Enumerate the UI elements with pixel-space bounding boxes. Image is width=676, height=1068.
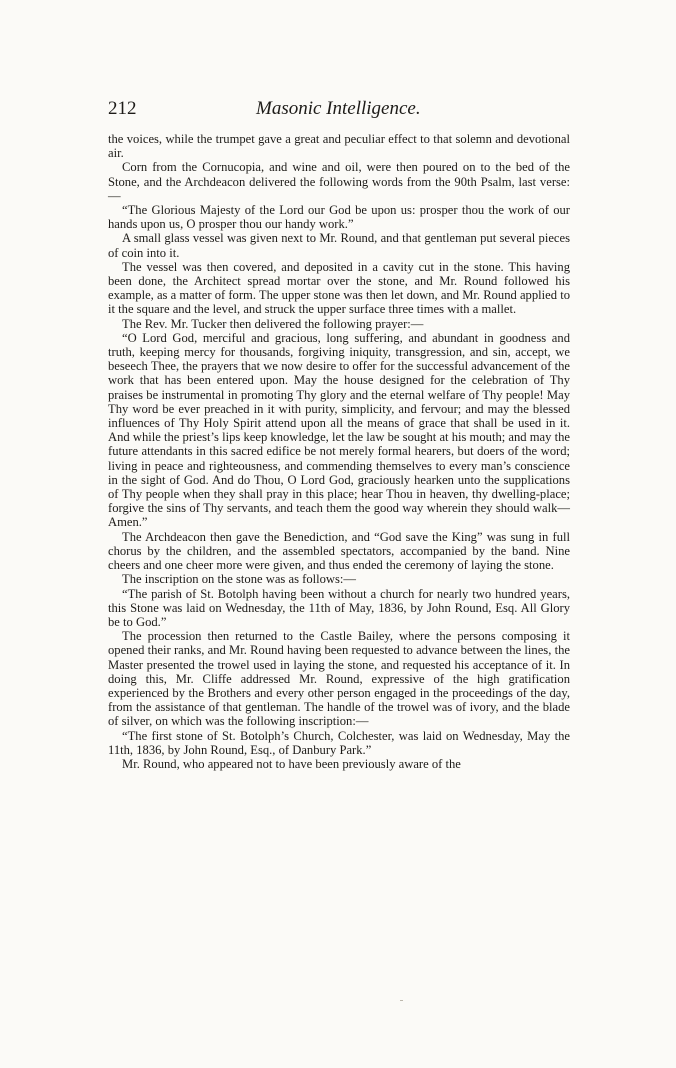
paragraph: “The Glorious Majesty of the Lord our God be upon us: prosper thou the work of our hands upon us, O prosper thou our handy work.” [108,203,570,232]
paragraph: “O Lord God, merciful and gracious, long suffering, and abundant in goodness and truth, keeping mercy for thousands, forgiving iniquity, transgression, and sin, accept, we beseech Thee, the prayers that we now desire to offer for the successful advancement of the work that has been entered upon. May the house designed for the celebration of Thy praises be instrumental in promoting Thy glory and the eternal welfare of Thy people! May Thy word be ever preached in it with purity, simplicity, and fervour; and may the blessed influences of Thy Holy Spirit attend upon all the means of grace that shall be used in it. And while the priest’s lips keep knowledge, let the law be sought at his mouth; and may the future attendants in this sacred edifice be not merely formal hearers, but doers of the word; living in peace and righteousness, and commending themselves to every man’s conscience in the sight of God. And do Thou, O Lord God, graciously hearken unto the supplications of Thy people when they shall pray in this place; hear Thou in heaven, thy dwelling-place; forgive the sins of Thy servants, and teach them the good way wherein they should walk—Amen.” [108,330,570,530]
paragraph: “The first stone of St. Botolph’s Church, Colchester, was laid on Wednesday, May the 11th, 1836, by John Round, Esq., of Danbury Park.” [108,728,570,757]
body-text [108,132,570,771]
paragraph: The procession then returned to the Castle Bailey, where the persons composing it opened their ranks, and Mr. Round having been requested to advance between the lines, the Master presented the trowel used in laying the stone, and requested his acceptance of it. In doing this, Mr. Cliffe addressed Mr. Round, expressive of the high gratification experienced by the Brothers and every other person engaged in the proceedings of the day, from the assistance of that gentleman. The handle of the trowel was of ivory, and the blade of silver, on which was the following inscription:— [108,629,570,729]
paragraph: “The parish of St. Botolph having been without a church for nearly two hundred years, this Stone was laid on Wednesday, the 11th of May, 1836, by John Round, Esq. All Glory be to God.” [108,586,570,629]
page-number: 212 [108,98,137,119]
paragraph: The vessel was then covered, and deposited in a cavity cut in the stone. This having been done, the Architect spread mortar over the stone, and Mr. Round followed his example, as a matter of form. The upper stone was then let down, and Mr. Round applied to it the square and the level, and struck the upper surface three times with a mallet. [108,259,570,317]
paragraph: The inscription on the stone was as follows:— [122,572,356,587]
paragraph: A small glass vessel was given next to Mr. Round, and that gentleman put several pieces of coin into it. [108,231,570,260]
paragraph: The Archdeacon then gave the Benediction, and “God save the King” was sung in full chorus by the children, and the assembled spectators, accompanied by the band. Nine cheers and one cheer more were given, and thus ended the ceremony of laying the stone. [108,529,570,573]
document-page [108,98,570,771]
page-header [108,98,570,128]
paragraph: The Rev. Mr. Tucker then delivered the following prayer:— [122,316,424,331]
paragraph: Corn from the Cornucopia, and wine and oil, were then poured on to the bed of the Stone, and the Archdeacon delivered the following words from the 90th Psalm, last verse:— [108,160,570,203]
paragraph: Mr. Round, who appeared not to have been previously aware of the [122,756,461,771]
printer-mark [400,1000,403,1001]
running-head: Masonic Intelligence. [256,98,421,119]
paragraph: the voices, while the trumpet gave a great and peculiar effect to that solemn and devotional air. [108,132,570,161]
